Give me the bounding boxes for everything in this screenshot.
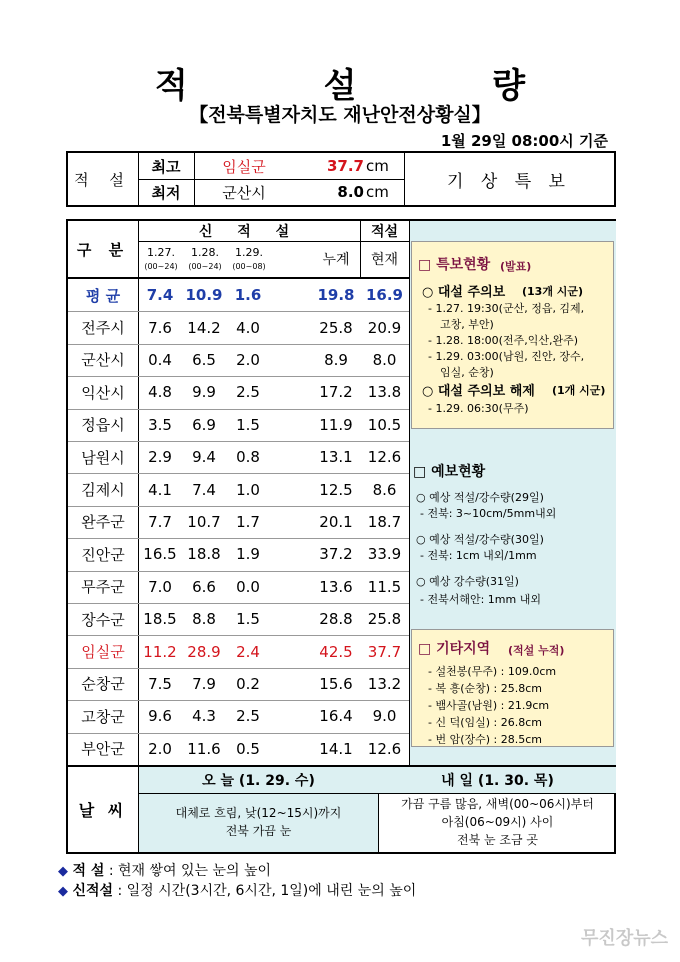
row-name: 임실군	[81, 643, 125, 662]
lifted-heading: ○ 대설 주의보 해제	[422, 384, 535, 399]
forecast-detail: - 전북서해안: 1mm 내외	[420, 593, 541, 606]
dateline: 1월 29일 08:00시 기준	[440, 132, 608, 150]
special-status-box	[411, 241, 614, 429]
col-d1: 1.27.	[147, 245, 175, 259]
max-place: 임실군	[222, 157, 266, 176]
today-text: 대체로 흐림, 낮(12~15시)까지	[175, 805, 342, 820]
others-line: - 번 암(장수) : 28.5cm	[428, 733, 543, 746]
lifted-count: (1개 시군)	[552, 384, 606, 397]
page-title: 적 설 량	[154, 66, 588, 106]
row-name: 남원시	[81, 448, 125, 467]
tomorrow-text: 가끔 구름 많음, 새벽(00~06시)부터	[401, 796, 594, 811]
cell-current: 37.7	[367, 642, 402, 661]
row-name: 전주시	[81, 319, 125, 338]
others-line: - 뱀사골(남원) : 21.9cm	[428, 699, 550, 712]
cell-current: 11.5	[367, 577, 402, 596]
cell-d2: 10.7	[187, 512, 221, 531]
row-name: 평 균	[85, 286, 121, 305]
min-place: 군산시	[222, 183, 266, 202]
forecast-head: ○ 예상 적설/강수량(30일)	[416, 533, 544, 546]
cell-d3: 2.0	[236, 350, 260, 369]
forecast-head: ○ 예상 적설/강수량(29일)	[416, 491, 544, 504]
col-current: 현재	[370, 252, 399, 268]
footnote-term: 적 설	[72, 863, 105, 879]
cell-d2: 8.8	[192, 610, 216, 629]
advisory-line: 고창, 부안)	[440, 318, 494, 331]
col-total: 누계	[322, 252, 350, 268]
others-title-sub: (적설 누적)	[508, 644, 565, 657]
cell-d3: 1.6	[234, 286, 262, 305]
cell-current: 13.2	[367, 674, 402, 693]
cell-d2: 7.9	[192, 674, 216, 693]
diamond-icon: ◆	[58, 884, 68, 899]
cell-total: 17.2	[319, 383, 353, 402]
min-label: 최저	[151, 183, 181, 202]
cell-d2: 14.2	[187, 318, 221, 337]
cell-d2: 18.8	[187, 545, 221, 564]
cell-total: 13.6	[319, 577, 353, 596]
row-name: 김제시	[81, 481, 125, 500]
cell-current: 12.6	[367, 739, 402, 758]
cell-d3: 1.9	[236, 545, 260, 564]
row-name: 진안군	[81, 545, 125, 564]
lifted-line: - 1.29. 06:30(무주)	[428, 402, 529, 415]
cell-d2: 4.3	[192, 707, 216, 726]
col-d3-sub: (00~08)	[232, 261, 266, 271]
cell-total: 28.8	[319, 610, 353, 629]
cell-d1: 3.5	[148, 415, 172, 434]
advisory-heading: ○ 대설 주의보	[422, 285, 506, 300]
footnote	[58, 860, 271, 880]
special-title: □ 특보현황	[418, 257, 491, 273]
summary-label: 적 설	[74, 170, 132, 189]
cell-total: 11.9	[319, 415, 353, 434]
min-value: 8.0	[337, 183, 364, 201]
cell-d3: 2.5	[236, 707, 260, 726]
footnote-term: 신적설	[72, 883, 114, 899]
summary-table	[66, 151, 616, 207]
cell-total: 14.1	[319, 739, 353, 758]
cell-d1: 18.5	[143, 610, 177, 629]
cell-total: 8.9	[324, 350, 348, 369]
cell-total: 13.1	[319, 448, 353, 467]
cell-current: 8.6	[372, 480, 397, 499]
cell-d3: 1.7	[236, 512, 260, 531]
cell-d1: 0.4	[148, 350, 172, 369]
row-name: 고창군	[81, 707, 125, 726]
forecast-title: □ 예보현황	[413, 464, 486, 480]
row-name: 익산시	[81, 383, 125, 402]
cell-total: 20.1	[319, 512, 353, 531]
others-line: - 설천봉(무주) : 109.0cm	[428, 665, 557, 678]
row-name: 무주군	[81, 578, 125, 597]
cell-d1: 16.5	[143, 545, 177, 564]
max-unit: cm	[366, 157, 389, 175]
footnote	[58, 880, 416, 900]
cell-current: 8.0	[372, 350, 397, 369]
forecast-head: ○ 예상 강수량(31일)	[416, 575, 519, 588]
cell-total: 16.4	[319, 707, 353, 726]
row-name: 장수군	[81, 610, 125, 629]
footnote-desc: : 현재 쌓여 있는 눈의 높이	[108, 863, 272, 879]
min-unit: cm	[366, 183, 389, 201]
others-line: - 신 덕(임실) : 26.8cm	[428, 716, 543, 729]
weather-table	[66, 767, 616, 854]
cell-total: 37.2	[319, 545, 353, 564]
cell-current: 13.8	[367, 383, 402, 402]
row-name: 순창군	[81, 675, 125, 694]
cell-d2: 9.4	[192, 448, 216, 467]
tomorrow-title: 내 일 (1. 30. 목)	[441, 773, 554, 789]
cell-d3: 4.0	[236, 318, 260, 337]
cell-current: 18.7	[367, 512, 402, 531]
others-title: □ 기타지역	[418, 641, 491, 657]
weather-label: 날 씨	[78, 801, 128, 820]
cell-d2: 6.9	[192, 415, 216, 434]
other-areas-box	[411, 629, 614, 747]
cell-current: 9.0	[372, 707, 397, 726]
col-d3: 1.29.	[235, 245, 263, 259]
col-gubun: 구 분	[76, 240, 130, 259]
col-d1-sub: (00~24)	[144, 261, 178, 271]
advisory-line: - 1.27. 19:30(군산, 정읍, 김제,	[428, 302, 585, 315]
row-name: 부안군	[81, 740, 125, 759]
cell-d2: 11.6	[187, 739, 221, 758]
page-subtitle: 【전북특별자치도 재난안전상황실】	[189, 104, 491, 126]
row-name: 군산시	[81, 351, 125, 370]
cell-d1: 7.6	[148, 318, 172, 337]
today-title: 오 늘 (1. 29. 수)	[202, 773, 315, 789]
footnote-desc: : 일정 시간(3시간, 6시간, 1일)에 내린 눈의 높이	[117, 883, 417, 899]
cell-d1: 7.7	[148, 512, 172, 531]
tomorrow-text: 아침(06~09시) 사이	[441, 814, 554, 829]
max-label: 최고	[151, 157, 181, 176]
cell-d2: 10.9	[185, 286, 223, 305]
cell-d1: 9.6	[148, 707, 172, 726]
cell-d1: 7.5	[148, 674, 172, 693]
cell-d2: 6.6	[192, 577, 216, 596]
cell-d1: 4.8	[148, 383, 172, 402]
cell-d3: 1.5	[236, 415, 260, 434]
advisory-line: 임실, 순창)	[440, 366, 494, 379]
cell-d1: 11.2	[143, 642, 177, 661]
cell-total: 42.5	[319, 642, 353, 661]
cell-d1: 4.1	[148, 480, 172, 499]
col-snow: 적설	[370, 224, 399, 240]
cell-current: 16.9	[365, 286, 403, 305]
advisory-count: (13개 시군)	[522, 285, 584, 298]
cell-current: 12.6	[367, 448, 402, 467]
cell-d2: 9.9	[192, 383, 216, 402]
tomorrow-text: 전북 눈 조금 곳	[457, 832, 538, 847]
cell-current: 20.9	[367, 318, 402, 337]
advisory-line: - 1.28. 18:00(전주,익산,완주)	[428, 334, 578, 347]
row-name: 완주군	[81, 513, 125, 532]
row-name: 정읍시	[81, 416, 125, 435]
col-new-snow: 신 적 설	[198, 224, 300, 240]
today-text: 전북 가끔 눈	[225, 823, 292, 838]
others-line: - 복 흥(순창) : 25.8cm	[428, 682, 543, 695]
forecast-detail: - 전북: 1cm 내외/1mm	[420, 549, 537, 562]
col-d2: 1.28.	[191, 245, 219, 259]
cell-current: 10.5	[367, 415, 402, 434]
cell-d3: 0.2	[236, 674, 260, 693]
cell-d2: 6.5	[192, 350, 216, 369]
cell-d1: 2.9	[148, 448, 172, 467]
snow-table	[66, 219, 616, 767]
advisory-line: - 1.29. 03:00(남원, 진안, 장수,	[428, 350, 585, 363]
cell-d1: 7.0	[148, 577, 172, 596]
cell-d3: 0.5	[236, 739, 260, 758]
cell-d3: 0.0	[236, 577, 260, 596]
cell-d2: 7.4	[192, 480, 216, 499]
max-value: 37.7	[326, 157, 364, 175]
special-report-header: 기 상 특 보	[447, 171, 571, 192]
col-d2-sub: (00~24)	[188, 261, 222, 271]
forecast-detail: - 전북: 3~10cm/5mm내외	[420, 507, 557, 520]
cell-d3: 0.8	[236, 448, 260, 467]
diamond-icon: ◆	[58, 864, 68, 879]
cell-current: 33.9	[367, 545, 402, 564]
cell-total: 15.6	[319, 674, 353, 693]
special-title-sub: (발표)	[500, 260, 532, 273]
cell-total: 19.8	[317, 286, 355, 305]
cell-d3: 1.5	[236, 610, 260, 629]
cell-current: 25.8	[367, 610, 402, 629]
cell-d1: 2.0	[148, 739, 172, 758]
cell-total: 25.8	[319, 318, 353, 337]
cell-d2: 28.9	[187, 642, 221, 661]
watermark-logo: 무진장뉴스	[581, 928, 668, 949]
cell-d3: 2.4	[236, 642, 260, 661]
cell-d3: 2.5	[236, 383, 260, 402]
cell-total: 12.5	[319, 480, 353, 499]
cell-d3: 1.0	[236, 480, 260, 499]
cell-d1: 7.4	[146, 286, 174, 305]
